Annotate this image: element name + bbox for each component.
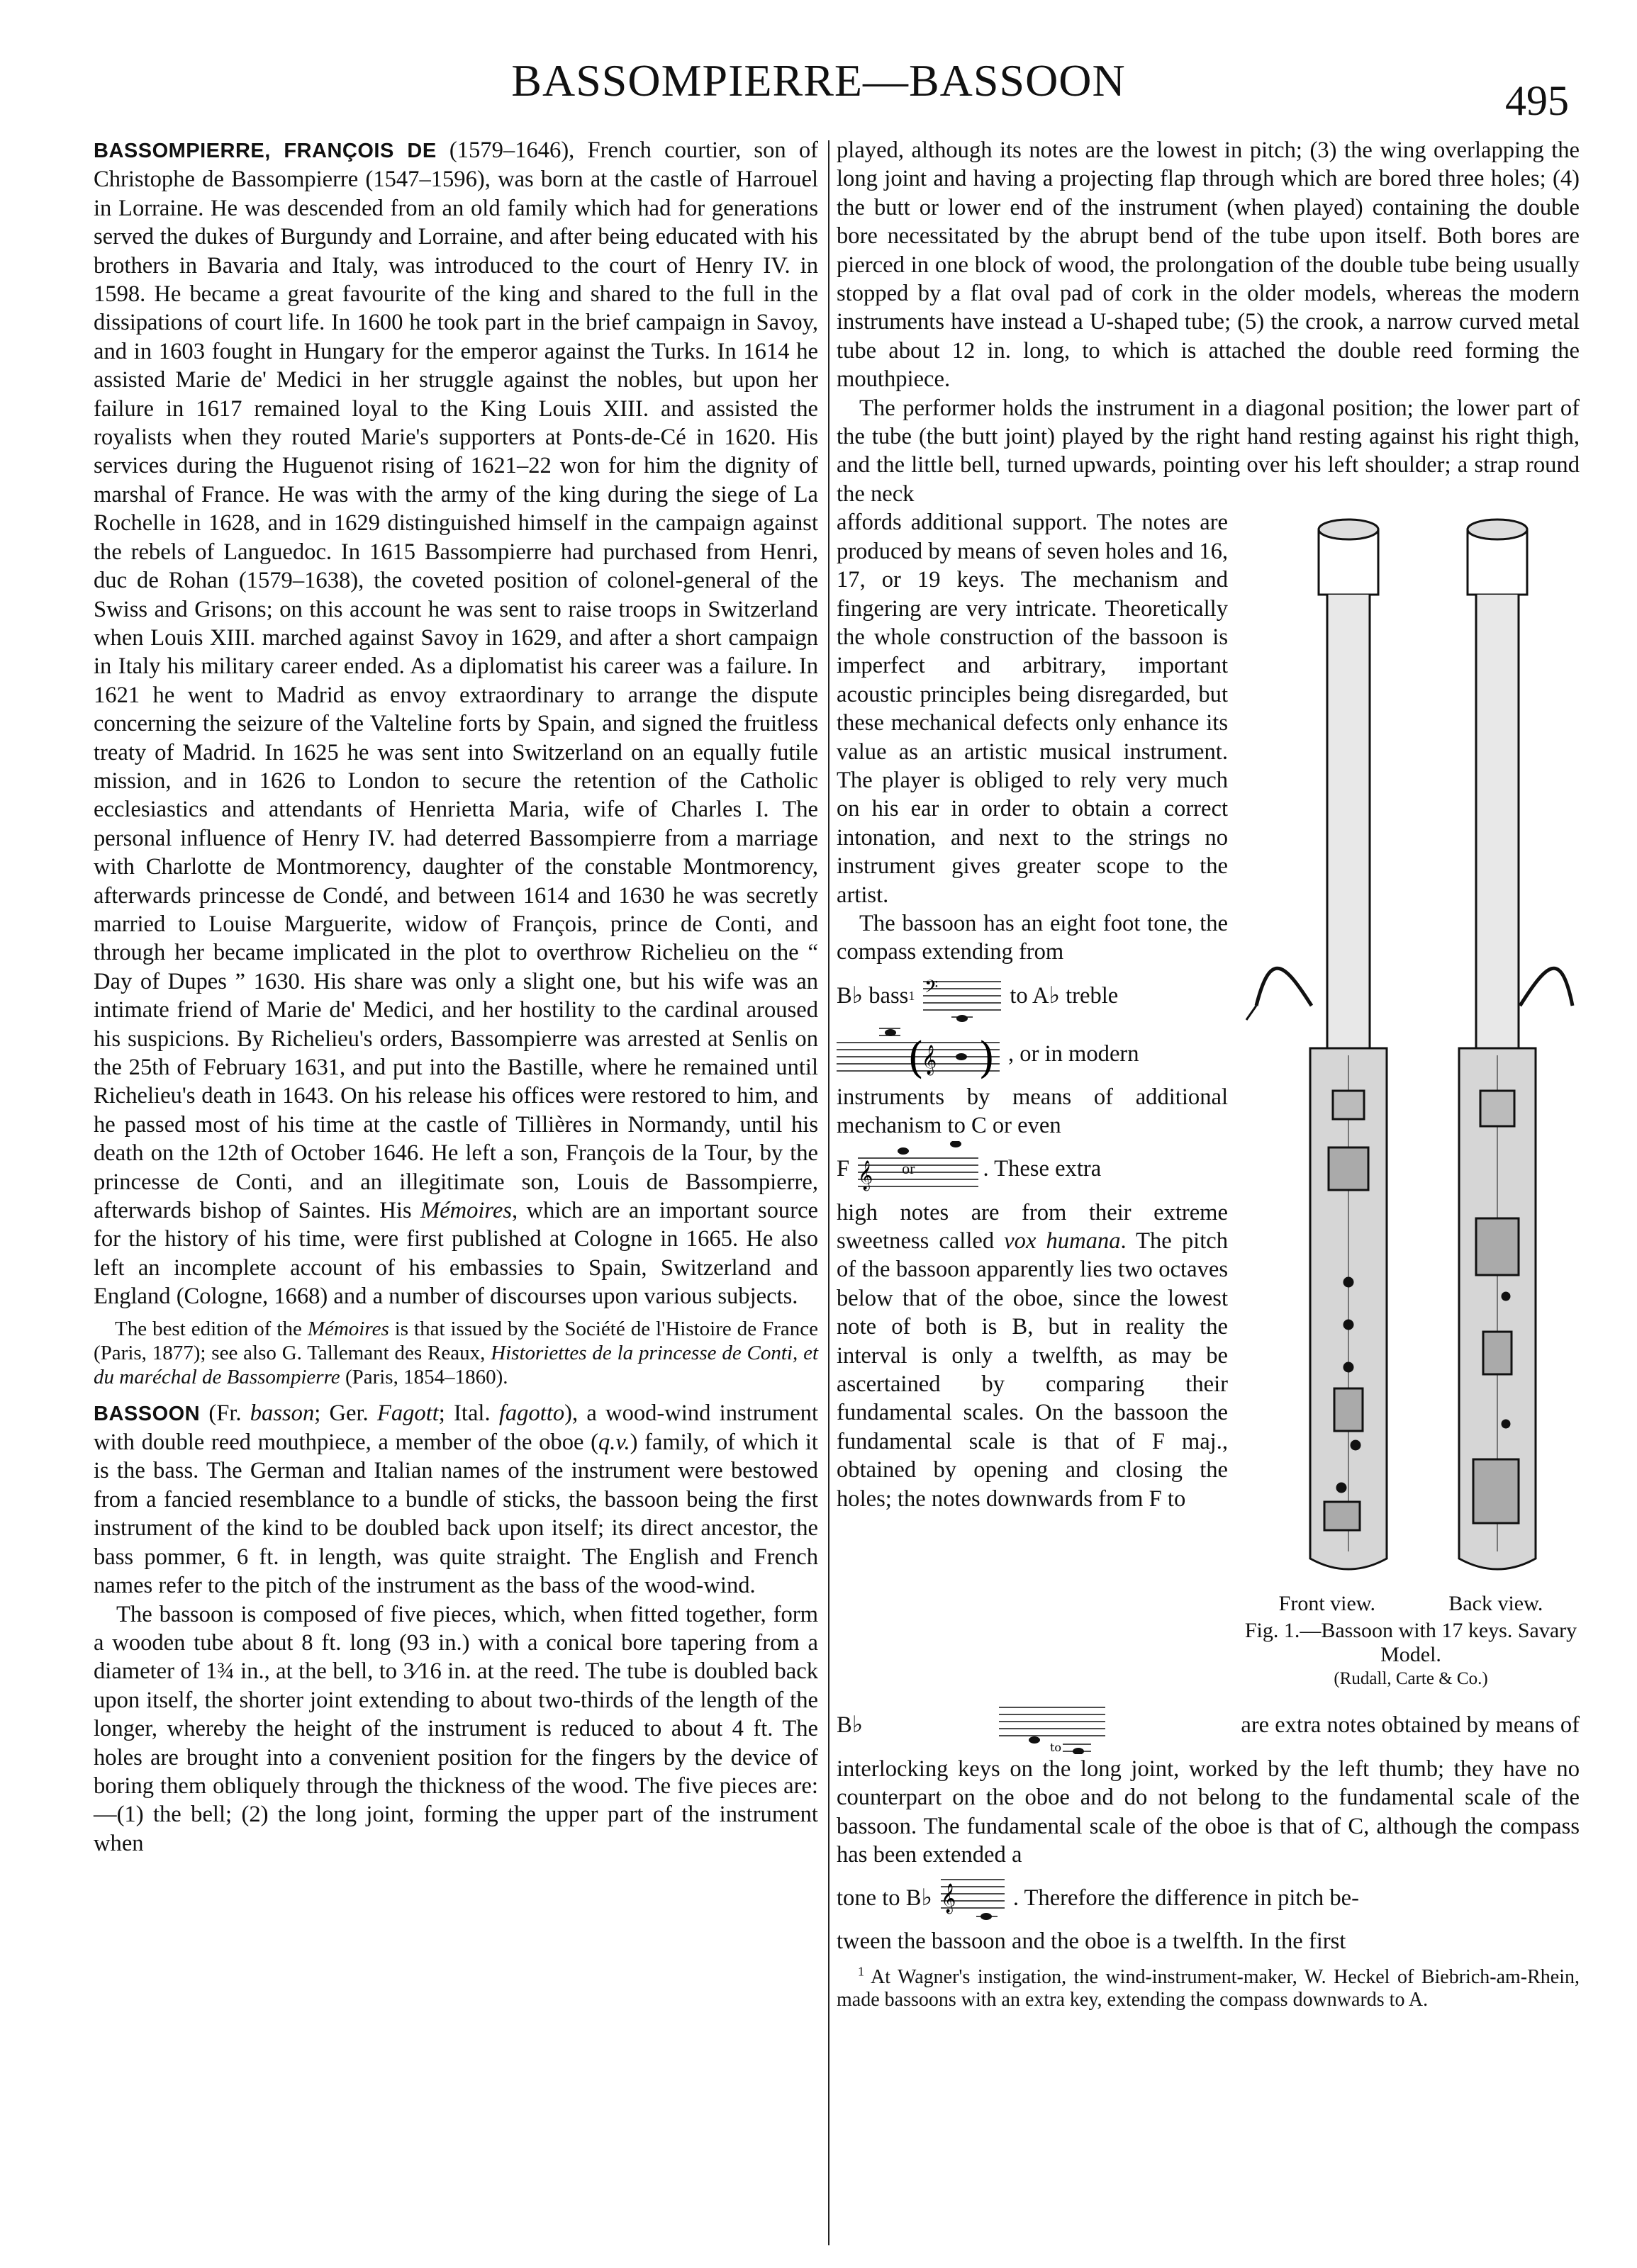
extra-notes-row bbox=[837, 1697, 1580, 1755]
column-divider bbox=[828, 140, 829, 2245]
treble-staff-notation bbox=[837, 1026, 1000, 1082]
front-view-label: Front view. bbox=[1278, 1592, 1376, 1616]
performer-paragraph-intro: The performer holds the instrument in a diagonal position; the lower part of the tube (the butt joint) played by the right hand resting against his right thigh, and the little bell, turned upwards, pointing over his left shoulder; a strap round the neck bbox=[837, 395, 1580, 507]
note-text-c: (Paris, 1854–1860). bbox=[340, 1365, 508, 1388]
interlocking-paragraph: interlocking keys on the long joint, worked by the left thumb; they have no counterpart on the oboe and do not belong to the fundamental scale of the bassoon. The fundamental scale of the oboe is that of C, although the compass has been extended a bbox=[837, 1756, 1580, 1868]
bassoon-article-intro bbox=[94, 1399, 818, 1600]
bassoon-construction: The bassoon is composed of five pieces, which, when fitted together, form a wooden tube about 8 ft. long (93 in.) with a conical bore tapering from a diameter of 1¾ in., at the bell, to 3⁄16 in. at the reed. The tube is doubled back upon itself, the shorter joint extending to about two-thirds of the length of the longer, whereby the height of the instrument is reduced to about 4 ft. The holes are brought into a convenient position for the fingers by the device of boring them obliquely through the thickness of the wood. The five pieces are:—(1) the bell; (2) the long joint, forming the upper part of the instrument when bbox=[94, 1601, 818, 1856]
svg-text:): ) bbox=[978, 1033, 995, 1082]
svg-text:𝄞: 𝄞 bbox=[922, 1045, 937, 1074]
bass-staff-notation bbox=[923, 967, 1001, 1024]
bassompierre-body: (1579–1646), French courtier, son of Christophe de Bassompierre (1547–1596), was born at the castle of Harrouel in Lorraine. He was descended from an old family which had for generations served the dukes of Burgundy and Lorraine, and after being educated with his brothers in Bavaria and Italy, was introduced to the court of Henry IV. in 1598. He became a great favourite of the king and shared to the full in the dissipations of court life. In 1600 he took part in the brief campaign in Savoy, and in 1603 fought in Hungary for the emperor against the Turks. In 1614 he assisted Marie de' Medici in her struggle against the nobles, but upon her failure in 1617 remained loyal to the King Louis XIII. and assisted the royalists when they routed Marie's supporters at Ponts-de-Cé in 1620. His services during the Huguenot rising of 1621–22 won for him the dignity of marshal of France. He was with the army of the king during the siege of La Rochelle in 1628, and in 1629 distinguished himself in the campaign against the rebels of Languedoc. In 1615 Bassompierre had purchased from Henri, duc de Rohan (1579–1638), the coveted position of colonel-general of the Swiss and Grisons; on this account he was sent to raise troops in Switzerland when Louis XIII. marched against Savoy in 1629, and after a short campaign in Italy his military career ended. As a diplomatist his career was a failure. In 1621 he went to Madrid as envoy extraordinary to arrange the dispute concerning the seizure of the Valteline forts by Spain, and signed the fruitless treaty of Madrid. In 1625 he was sent into Switzerland on an equally futile mission, and in 1626 to London to secure the retention of the Catholic ecclesiastics and attendants of Henrietta Maria, wife of Charles I. The personal influence of Henry IV. had deterred Bassompierre from a marriage with Charlotte de Montmorency, daughter of the constable Montmorency, afterwards princesse de Condé, and between 1614 and 1630 he was secretly married to Louise Marguerite, widow of François, prince de Conti, and through her became implicated in the plot to overthrow Richelieu on the “ Day of Dupes ” 1630. His share was only a slight one, but his wife was an intimate friend of Marie de' Medici, and her hostility to the cardinal aroused his suspicions. By Richelieu's orders, Bassompierre was arrested at Senlis on the 25th of February 1631, and put into the Bastille, where he remained until Richelieu's death in 1643. On his release his offices were restored to him, and he passed most of his time at the castle of Tillières in Normandy, until his death on the 12th of October 1646. He left a son, François de la Tour, by the princesse de Conti, and an illegitimate son, Louis de Bassompierre, afterwards bishop of Saintes. His bbox=[94, 137, 818, 1224]
bassompierre-tail: , which are an important source for the history of his time, were first published at Cologne in 1665. He also left an incomplete account of his embassies to Spain, Switzerland and England (Cologne, 1668) and a number of discourses upon various subjects. bbox=[94, 1198, 818, 1310]
note-text-b: is that issued by the Société de l'Histoire de France (Paris, 1877); see also G. Tallemant des Reaux, bbox=[94, 1317, 818, 1364]
therefore-label: . Therefore the difference in pitch be- bbox=[1012, 1885, 1359, 1911]
f-row bbox=[837, 1140, 1228, 1198]
treble-row bbox=[837, 1025, 1228, 1083]
bassoon-pieces-continued: played, although its notes are the lowest in pitch; (3) the wing overlapping the long joint and having a projecting flap through which are bored three holes; (4) the butt or lower end of the instrument (when played) containing the double bore necessitated by the abrupt bend of the tube upon itself. Both bores are pierced in one block of wood, the prolongation of the double tube being usually stopped by a flat oval pad of cork in the older models, whereas the modern instruments have instead a U-shaped tube; (5) the crook, a narrow curved metal tube about 12 in. long, to which is attached the double reed forming the mouthpiece. bbox=[837, 137, 1580, 393]
svg-text:𝄞: 𝄞 bbox=[940, 1884, 956, 1914]
twelfth-paragraph: tween the bassoon and the oboe is a twelfth. In the first bbox=[837, 1929, 1346, 1955]
bassoon-text: ; Ital. bbox=[438, 1400, 499, 1426]
performer-paragraph-rest: affords additional support. The notes are produced by means of seven holes and 16, 17, or 19 keys. The mechanism and fingering are very intricate. Theoretically the whole construction of the bassoon is imperfect and arbitrary, important acoustic principles being disregarded, but these mechanical defects only enhance its value as an artistic musical instrument. The player is obliged to rely very much on his ear in order to obtain a correct intonation, and next to the strings no instrument gives greater scope to the artist. bbox=[837, 510, 1228, 908]
footnote-text: At Wagner's instigation, the wind-instrument-maker, W. Heckel of Biebrich-am-Rhein, made bassoons with an extra key, extending the compass downwards to A. bbox=[837, 1965, 1580, 2011]
low-notes-staff bbox=[999, 1697, 1105, 1754]
memoires-title: Mémoires bbox=[420, 1198, 513, 1224]
figure-caption: Fig. 1.—Bassoon with 17 keys. Savary Model. bbox=[1244, 1618, 1577, 1666]
back-view-label: Back view. bbox=[1448, 1592, 1543, 1616]
left-column bbox=[94, 136, 818, 1858]
high-notes-staff bbox=[858, 1141, 978, 1198]
compass-to-label: to A♭ treble bbox=[1010, 982, 1119, 1009]
bassompierre-heading: BASSOMPIERRE, FRANÇOIS DE bbox=[94, 140, 437, 162]
bassoon-heading: BASSOON bbox=[94, 1402, 201, 1425]
bibliography-note bbox=[94, 1317, 818, 1389]
bassoon-figure bbox=[1242, 510, 1580, 1690]
bassoon-text: ) family, of which it is the bass. The German and Italian names of the instrument were bestowed from a fancied resemblance to a bundle of sticks, the bassoon being the first instrument of the kind to be doubled back upon itself; its direct ancestor, the bass pommer, 6 ft. in length, was quite straight. The English and French names refer to the pitch of the instrument as the bass of the wood-wind. bbox=[94, 1430, 818, 1599]
svg-text:𝄞: 𝄞 bbox=[858, 1160, 873, 1190]
bassoon-illustration bbox=[1242, 510, 1580, 1587]
or-label: or bbox=[902, 1160, 915, 1178]
f-label: F bbox=[837, 1156, 850, 1182]
page-number: 495 bbox=[1505, 77, 1569, 124]
figure-view-labels bbox=[1242, 1590, 1580, 1618]
right-column bbox=[837, 136, 1580, 2011]
footnote bbox=[837, 1966, 1580, 2011]
extra-notes-label: are extra notes obtained by means of bbox=[1241, 1712, 1580, 1739]
tone-paragraph: The bassoon has an eight foot tone, the compass extending from bbox=[837, 910, 1228, 965]
bb-label: B♭ bbox=[837, 1712, 864, 1739]
tone-to-label: tone to B♭ bbox=[837, 1885, 932, 1911]
bassoon-text: ), a wood-wind instrument with double reed mouthpiece, a member of the oboe ( bbox=[94, 1400, 818, 1456]
figure-credit: (Rudall, Carte & Co.) bbox=[1334, 1668, 1488, 1688]
bassoon-text: ; Ger. bbox=[314, 1400, 377, 1426]
svg-text:𝄢: 𝄢 bbox=[924, 976, 939, 1001]
bassoon-fr: basson bbox=[250, 1400, 315, 1426]
note-text-a: The best edition of the bbox=[115, 1317, 308, 1340]
vox-text-a: high notes are from their extreme sweetness called bbox=[837, 1199, 1228, 1254]
oboe-staff bbox=[941, 1870, 1005, 1926]
footnote-number: 1 bbox=[858, 1964, 864, 1979]
compass-row: B♭ bass 1 𝄢 to A♭ treble bbox=[837, 967, 1228, 1025]
modern-label: , or in modern bbox=[1008, 1040, 1139, 1067]
page-title: BASSOMPIERRE—BASSOON bbox=[511, 55, 1126, 106]
bassoon-ger: Fagott bbox=[376, 1400, 439, 1426]
cross-reference: q.v. bbox=[598, 1430, 630, 1456]
svg-text:(: ( bbox=[907, 1033, 924, 1082]
to-label: to bbox=[1049, 1740, 1061, 1754]
note-memoires: Mémoires bbox=[307, 1317, 389, 1340]
compass-from-label: B♭ bass bbox=[837, 982, 909, 1009]
extra-high-label: . These extra bbox=[983, 1156, 1102, 1182]
vox-humana: vox humana bbox=[1004, 1228, 1121, 1254]
additional-mechanism: instruments by means of additional mechanism to C or even bbox=[837, 1084, 1228, 1139]
oboe-row bbox=[837, 1869, 1580, 1927]
bassoon-text: (Fr. bbox=[200, 1400, 250, 1426]
bassompierre-article bbox=[94, 136, 818, 1311]
bassoon-ital: fagotto bbox=[498, 1400, 565, 1426]
note-historiettes: Historiettes de la princesse de Conti, et du maréchal de Bassompierre bbox=[94, 1341, 819, 1388]
vox-text-b: . The pitch of the bassoon apparently lies two octaves below that of the oboe, since the lowest note of both is B, but in reality the interval is only a twelfth, as may be ascertained by comparing their fundamental scales. On the bassoon the fundamental scale is that of F maj., obtained by opening and closing the holes; the notes downwards from F to bbox=[837, 1228, 1228, 1512]
